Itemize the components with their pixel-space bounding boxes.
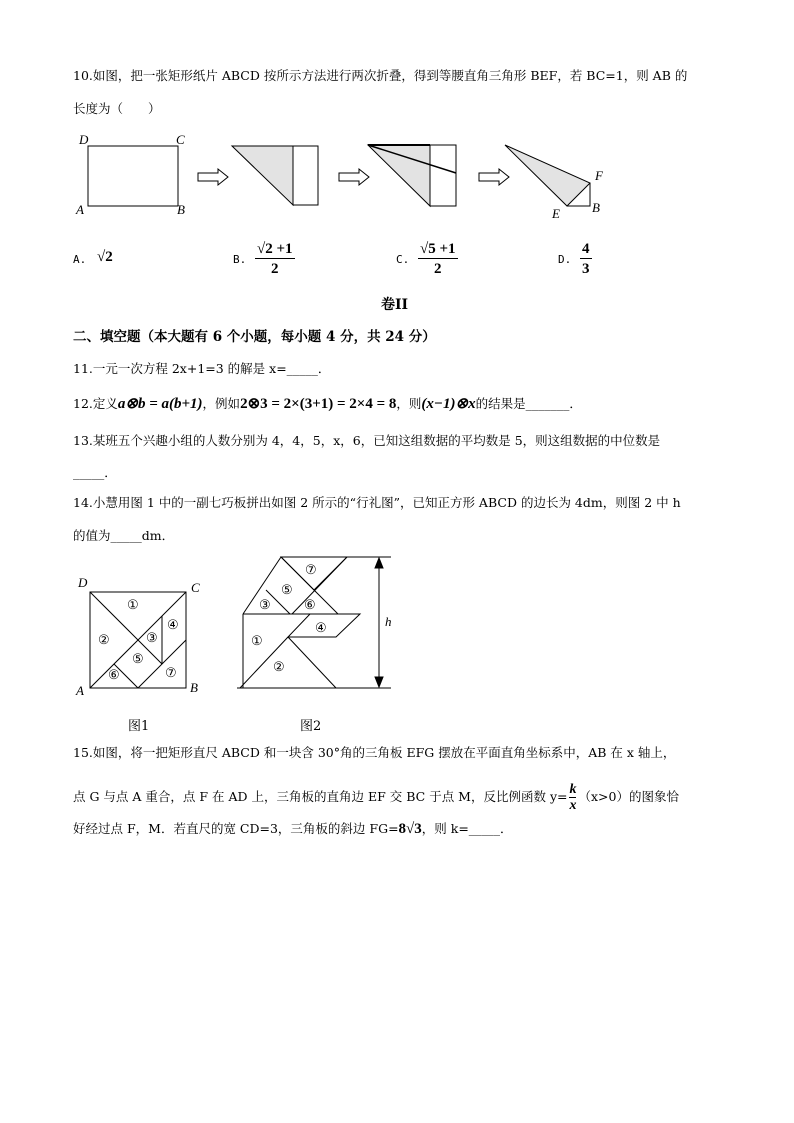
fig2-piece-7: ⑦ xyxy=(305,563,317,578)
q13-line2: _____． xyxy=(73,465,117,480)
fig2-piece-5: ⑤ xyxy=(281,583,293,598)
section-title: 二、填空题（本大题有 6 个小题，每小题 4 分，共 24 分） xyxy=(73,329,436,345)
q15-line3 xyxy=(73,821,513,837)
piece-label-3: ③ xyxy=(146,631,158,646)
option-c-letter: C. xyxy=(396,253,410,266)
label-b: B xyxy=(177,202,185,217)
q12-definition: a⊗b = a(b+1) xyxy=(117,396,203,412)
q15-line2-text: 点 G 与点 A 重合，点 F 在 AD 上，三角板的直角边 EF 交 BC 于点 M，反比例函数 y= xyxy=(73,789,568,804)
q14-line1: 14.小慧用图 1 中的一副七巧板拼出如图 2 所示的“行礼图”，已知正方形 ABCD 的边长为 4dm，则图 2 中 h xyxy=(73,495,681,510)
label-e: E xyxy=(552,206,560,221)
q15-line1: 15.如图，将一把矩形直尺 ABCD 和一块含 30°角的三角板 EFG 摆放在平面直角坐标系中，AB 在 x 轴上， xyxy=(73,745,676,760)
label-f: F xyxy=(595,168,603,183)
option-d-letter: D. xyxy=(558,253,572,266)
fig1-caption: 图1 xyxy=(128,719,150,734)
tangram-label-a: A xyxy=(76,683,84,698)
piece-label-5: ⑤ xyxy=(132,652,144,667)
piece-label-4: ④ xyxy=(167,618,179,633)
denominator: 2 xyxy=(271,261,279,277)
fig2-caption: 图2 xyxy=(300,719,322,734)
tangram-label-c: C xyxy=(191,580,200,595)
denominator: x xyxy=(569,798,577,813)
tangram-label-d: D xyxy=(78,575,88,590)
numerator: k xyxy=(569,782,577,797)
piece-label-7: ⑦ xyxy=(165,666,177,681)
q12-expression: (x−1)⊗x xyxy=(421,396,476,412)
option-a-letter: A. xyxy=(73,253,87,266)
fig2-piece-3: ③ xyxy=(259,598,271,613)
q15-line2 xyxy=(73,782,679,813)
q12-then: ，则 xyxy=(396,396,422,411)
q10-line2: 长度为（ ） xyxy=(73,101,161,116)
piece-label-6: ⑥ xyxy=(108,668,120,683)
numerator: 4 xyxy=(582,241,590,257)
fig2-piece-4: ④ xyxy=(315,621,327,636)
height-label-h: h xyxy=(385,614,392,629)
q15-hypotenuse-value: 8√3 xyxy=(398,821,422,837)
label-a: A xyxy=(76,202,84,217)
q15-line3-text: 好经过点 F，M．若直尺的宽 CD=3，三角板的斜边 FG= xyxy=(73,821,399,836)
numerator: √2 +1 xyxy=(257,241,293,257)
q12-mid: ，例如 xyxy=(202,396,241,411)
q14-line2: 的值为_____dm． xyxy=(73,528,175,543)
label-c: C xyxy=(176,132,185,147)
q13-line1: 13.某班五个兴趣小组的人数分别为 4，4，5，x，6，已知这组数据的平均数是 5，则这组数据的中位数是 xyxy=(73,433,661,448)
piece-label-1: ① xyxy=(127,598,139,613)
q10-line1: 10.如图，把一张矩形纸片 ABCD 按所示方法进行两次折叠，得到等腰直角三角形 BEF，若 BC=1，则 AB 的 xyxy=(73,68,688,83)
denominator: 2 xyxy=(434,261,442,277)
option-b-letter: B. xyxy=(233,253,247,266)
label-b2: B xyxy=(592,200,600,215)
q12-suffix: 的结果是_______． xyxy=(475,396,582,411)
numerator: √5 +1 xyxy=(420,241,456,257)
label-d: D xyxy=(79,132,89,147)
volume-title: 卷II xyxy=(381,297,409,313)
q12-example: 2⊗3 = 2×(3+1) = 2×4 = 8 xyxy=(240,396,397,412)
q15-line3-tail: ，则 k=_____． xyxy=(421,821,513,836)
fig2-piece-2: ② xyxy=(273,660,285,675)
denominator: 3 xyxy=(582,261,590,277)
fig2-piece-1: ① xyxy=(251,634,263,649)
option-a-value: √2 xyxy=(97,249,113,265)
tangram-label-b: B xyxy=(190,680,198,695)
k-over-x-fraction xyxy=(569,782,576,813)
q11: 11.一元一次方程 2x+1=3 的解是 x=_____． xyxy=(73,361,331,376)
fig2-piece-6: ⑥ xyxy=(304,598,316,613)
piece-label-2: ② xyxy=(98,633,110,648)
q12-prefix: 12.定义 xyxy=(73,396,118,411)
q15-line2-tail: （x>0）的图象恰 xyxy=(578,789,679,804)
